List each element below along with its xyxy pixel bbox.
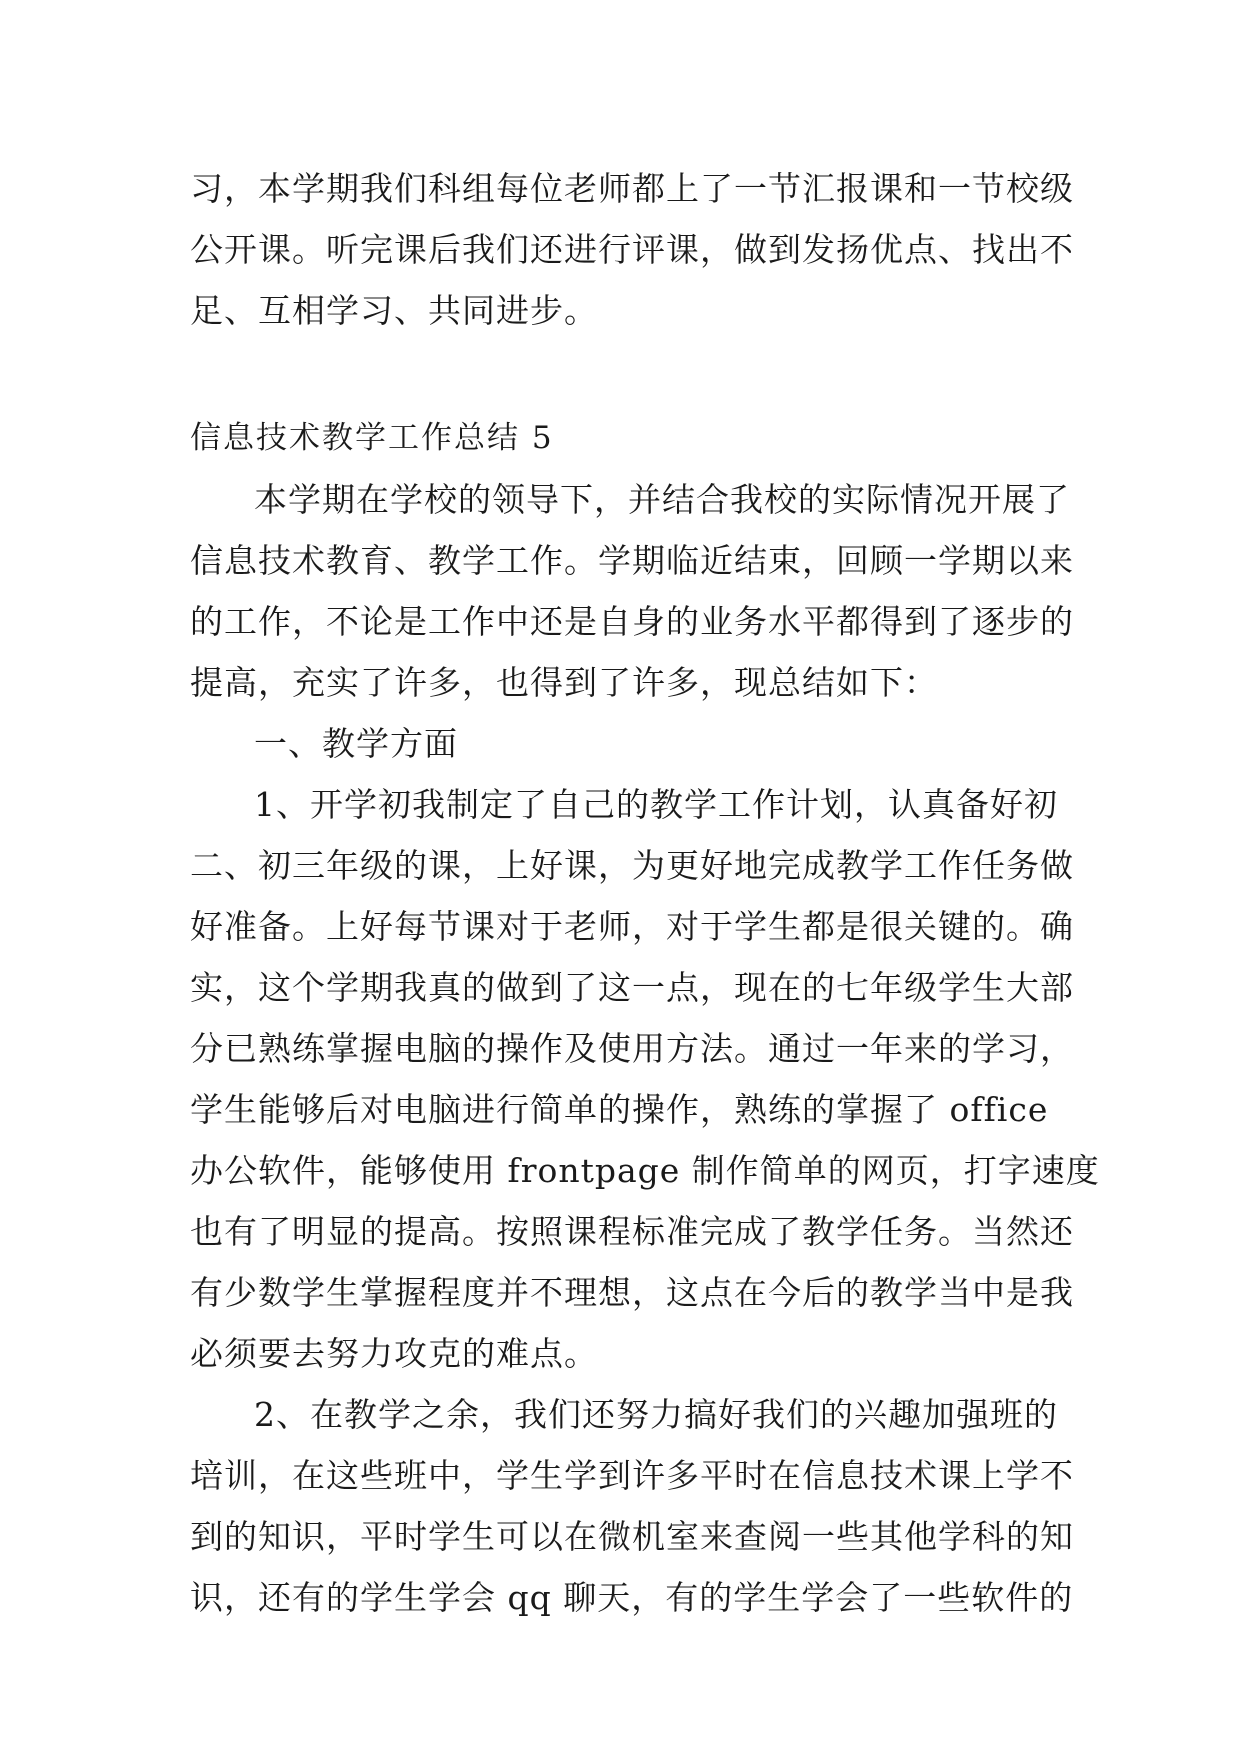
text-line: 办公软件，能够使用 frontpage 制作简单的网页，打字速度	[190, 1151, 1100, 1190]
text-line: 的工作，不论是工作中还是自身的业务水平都得到了逐步的	[190, 602, 1074, 641]
subsection-heading: 一、教学方面	[254, 724, 458, 763]
text-line: 也有了明显的提高。按照课程标准完成了教学任务。当然还	[190, 1212, 1074, 1251]
text-line: 2、在教学之余，我们还努力搞好我们的兴趣加强班的	[254, 1395, 1058, 1434]
text-line: 提高，充实了许多，也得到了许多，现总结如下：	[190, 663, 938, 702]
text-line: 信息技术教育、教学工作。学期临近结束，回顾一学期以来	[190, 541, 1074, 580]
paragraph-item-1	[190, 774, 1100, 1384]
document-body	[190, 158, 1100, 1628]
text-line: 实，这个学期我真的做到了这一点，现在的七年级学生大部	[190, 968, 1074, 1007]
text-line: 二、初三年级的课，上好课，为更好地完成教学工作任务做	[190, 846, 1074, 885]
text-line: 学生能够后对电脑进行简单的操作，熟练的掌握了 office	[190, 1090, 1049, 1129]
text-line: 足、互相学习、共同进步。	[190, 291, 598, 330]
paragraph-intro	[190, 469, 1074, 713]
text-line: 到的知识，平时学生可以在微机室来查阅一些其他学科的知	[190, 1517, 1074, 1556]
text-line: 公开课。听完课后我们还进行评课，做到发扬优点、找出不	[190, 230, 1074, 269]
section-title: 信息技术教学工作总结 5	[190, 420, 554, 456]
text-line: 培训，在这些班中，学生学到许多平时在信息技术课上学不	[190, 1456, 1074, 1495]
text-line: 1、开学初我制定了自己的教学工作计划，认真备好初	[254, 785, 1058, 824]
paragraph-continuation	[190, 158, 1074, 341]
text-line: 必须要去努力攻克的难点。	[190, 1334, 598, 1373]
paragraph-item-2	[190, 1384, 1074, 1628]
blank-line	[190, 341, 1070, 402]
text-line: 分已熟练掌握电脑的操作及使用方法。通过一年来的学习，	[190, 1029, 1074, 1068]
text-line: 好准备。上好每节课对于老师，对于学生都是很关键的。确	[190, 907, 1074, 946]
text-line: 识，还有的学生学会 qq 聊天，有的学生学会了一些软件的	[190, 1578, 1074, 1617]
text-line: 本学期在学校的领导下，并结合我校的实际情况开展了	[254, 480, 1070, 519]
text-line: 有少数学生掌握程度并不理想，这点在今后的教学当中是我	[190, 1273, 1074, 1312]
text-line: 习，本学期我们科组每位老师都上了一节汇报课和一节校级	[190, 169, 1074, 208]
